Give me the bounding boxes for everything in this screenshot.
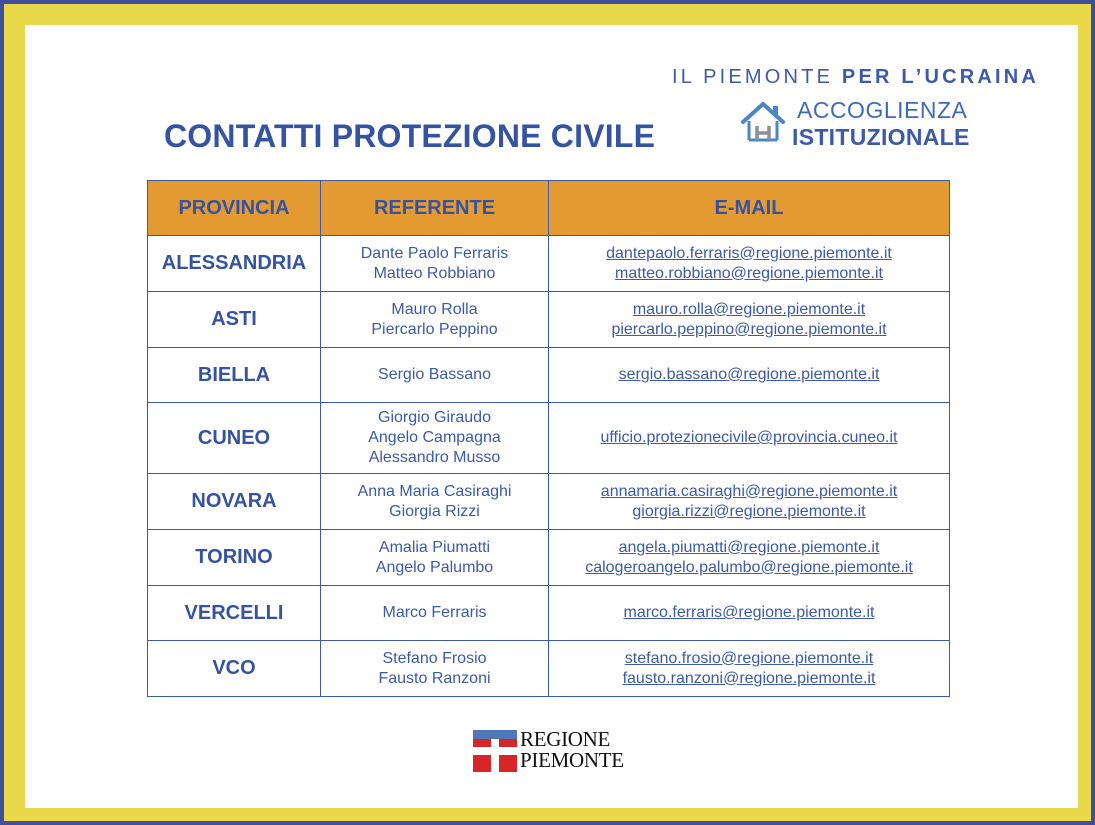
cell-referente [321, 236, 549, 292]
email-link[interactable]: matteo.robbiano@regione.piemonte.it [615, 264, 883, 282]
cell-provincia: VERCELLI [148, 586, 321, 641]
cell-email [549, 530, 950, 586]
cell-referente [321, 474, 549, 530]
cell-referente [321, 530, 549, 586]
referente-name: Anna Maria Casiraghi [357, 482, 512, 500]
cell-referente [321, 403, 549, 474]
column-header-email: E-MAIL [549, 181, 950, 236]
cell-provincia: BIELLA [148, 348, 321, 403]
tagline-light: IL PIEMONTE [672, 66, 842, 88]
cell-email [549, 292, 950, 348]
logo-line-1: REGIONE [520, 727, 611, 751]
cell-referente [321, 586, 549, 641]
email-link[interactable]: sergio.bassano@regione.piemonte.it [618, 366, 880, 383]
email-link[interactable]: ufficio.protezionecivile@provincia.cuneo.it [600, 429, 898, 446]
regione-piemonte-coat-of-arms-icon [473, 730, 517, 772]
email-link[interactable]: angela.piumatti@regione.piemonte.it [618, 538, 880, 556]
cell-email [549, 474, 950, 530]
referente-name: Alessandro Musso [368, 449, 501, 466]
cell-provincia: TORINO [148, 530, 321, 586]
table-row [148, 641, 950, 697]
referente-name: Matteo Robbiano [373, 264, 496, 282]
email-link[interactable]: mauro.rolla@regione.piemonte.it [632, 300, 866, 318]
email-link[interactable]: stefano.frosio@regione.piemonte.it [624, 649, 874, 667]
email-link[interactable]: marco.ferraris@regione.piemonte.it [623, 604, 875, 621]
email-link[interactable]: calogeroangelo.palumbo@regione.piemonte.it [585, 558, 913, 576]
house-icon [740, 100, 786, 142]
cell-email [549, 586, 950, 641]
brand-line-1: ACCOGLIENZA [797, 97, 968, 123]
cell-provincia: VCO [148, 641, 321, 697]
table-header-row [148, 181, 950, 236]
referente-name: Piercarlo Peppino [371, 320, 498, 338]
referente-name: Angelo Palumbo [375, 558, 494, 576]
referente-name: Fausto Ranzoni [378, 669, 491, 687]
column-header-referente: REFERENTE [321, 181, 549, 236]
column-header-provincia: PROVINCIA [148, 181, 321, 236]
page-title: CONTATTI PROTEZIONE CIVILE [164, 118, 656, 154]
table-row [148, 474, 950, 530]
regione-piemonte-logo [473, 729, 623, 773]
referente-name: Mauro Rolla [391, 300, 478, 318]
table-row [148, 530, 950, 586]
cell-provincia: CUNEO [148, 403, 321, 474]
table-row [148, 292, 950, 348]
table-row [148, 348, 950, 403]
email-link[interactable]: dantepaolo.ferraris@regione.piemonte.it [606, 244, 892, 262]
referente-name: Amalia Piumatti [378, 538, 491, 556]
email-link[interactable]: fausto.ranzoni@regione.piemonte.it [622, 669, 876, 687]
logo-line-2: PIEMONTE [520, 748, 624, 772]
referente-name: Giorgio Giraudo [378, 409, 491, 426]
cell-email [549, 403, 950, 474]
cell-referente [321, 292, 549, 348]
table-row [148, 403, 950, 474]
referente-name: Marco Ferraris [382, 604, 487, 621]
cell-provincia: ASTI [148, 292, 321, 348]
cell-provincia: ALESSANDRIA [148, 236, 321, 292]
contacts-table [147, 180, 950, 697]
referente-name: Dante Paolo Ferraris [360, 244, 509, 262]
cell-referente [321, 641, 549, 697]
cell-referente [321, 348, 549, 403]
logo-text [520, 729, 624, 771]
referente-name: Giorgia Rizzi [389, 502, 480, 520]
cell-provincia: NOVARA [148, 474, 321, 530]
cell-email [549, 348, 950, 403]
cell-email [549, 641, 950, 697]
brand-line-2: ISTITUZIONALE [792, 124, 970, 150]
table-row [148, 586, 950, 641]
tagline-bold: PER L’UCRAINA [841, 66, 1040, 88]
referente-name: Stefano Frosio [382, 649, 487, 667]
email-link[interactable]: annamaria.casiraghi@regione.piemonte.it [600, 482, 898, 500]
table-row [148, 236, 950, 292]
campaign-tagline [672, 66, 1039, 89]
email-link[interactable]: giorgia.rizzi@regione.piemonte.it [632, 502, 866, 520]
email-link[interactable]: piercarlo.peppino@regione.piemonte.it [611, 320, 887, 338]
referente-name: Sergio Bassano [378, 366, 491, 383]
cell-email [549, 236, 950, 292]
referente-name: Angelo Campagna [368, 429, 501, 446]
